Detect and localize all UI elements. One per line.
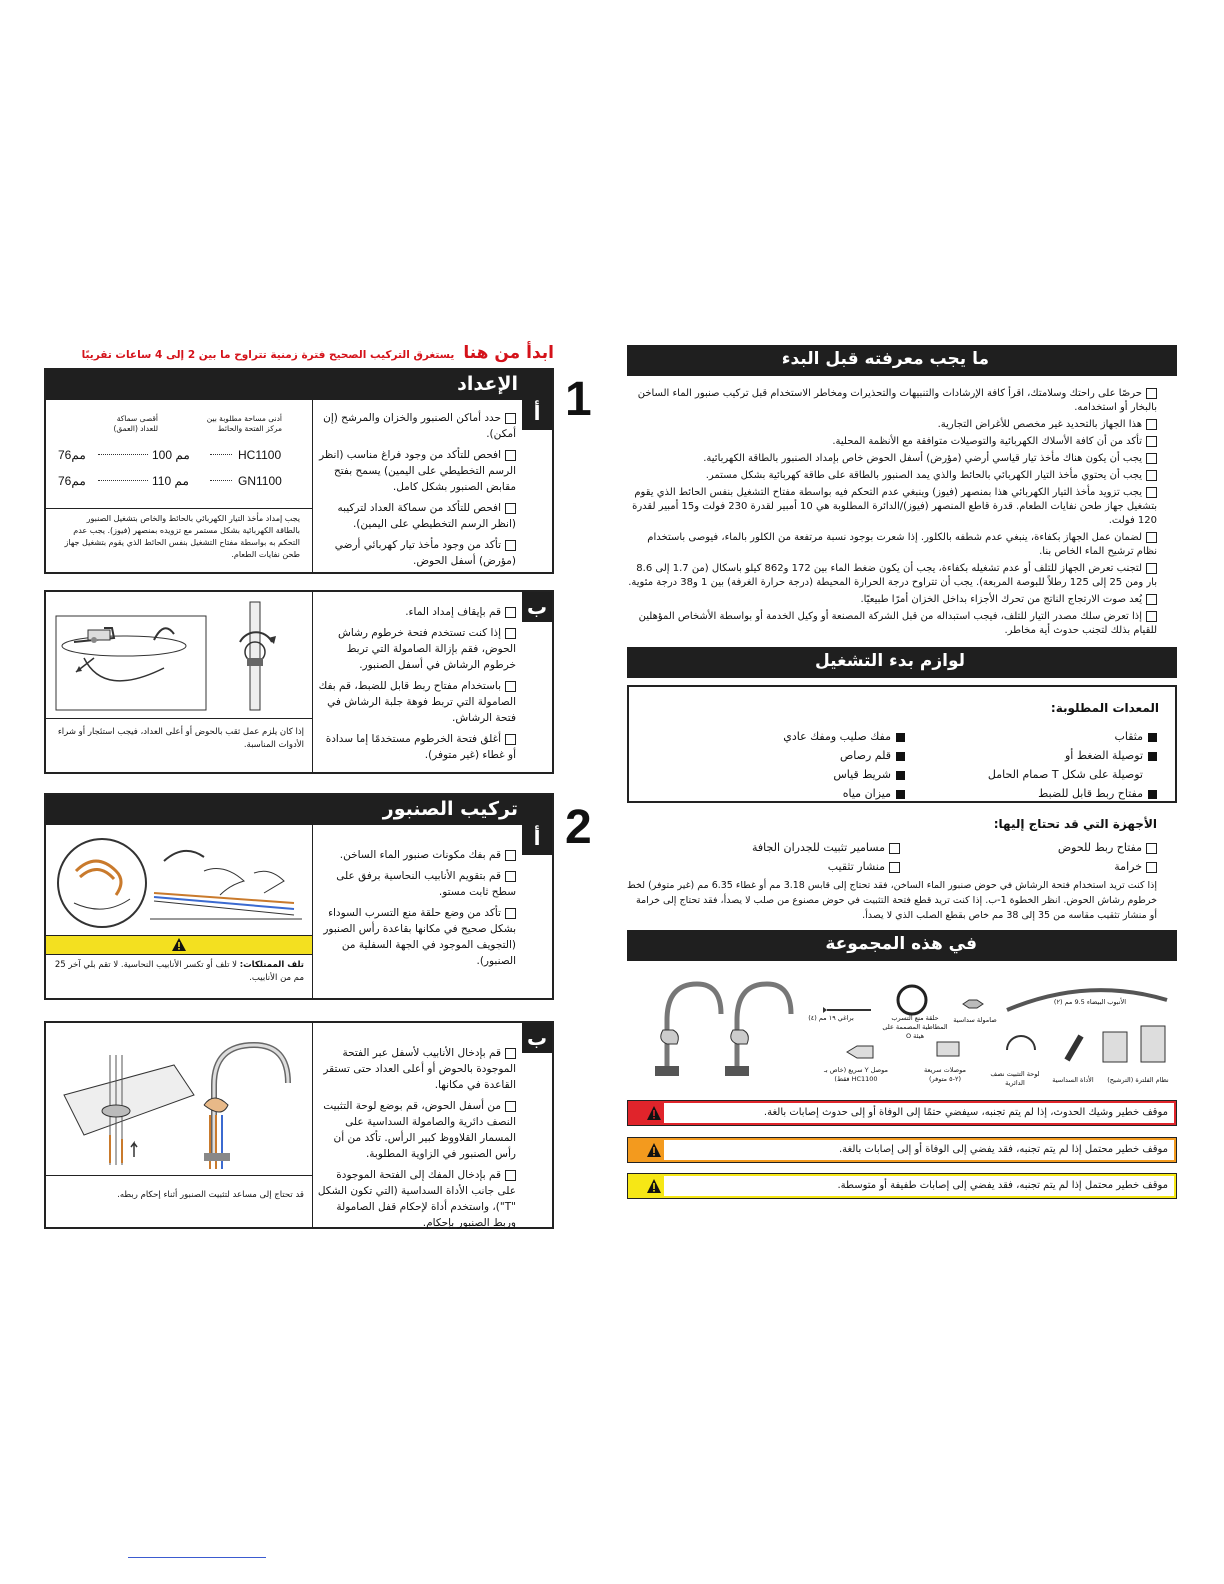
know-item[interactable]: يجب تزويد مأخذ التيار الكهربائي هذا بمنصهر (فيوز) وينبغي عدم التحكم فيه بواسطة مفتاح التشغيل بنفس الحائط الذي يقوم بتشغيل جهاز طحن نفايات الطعام. قدرة قاطع المنصهر (فيوز)/الدائرة المطلوبة هي 10 أمبير لقدرة 230 فولت و15 أمبير لقدرة 120 فولت. — [632, 487, 1157, 526]
maybe-title: الأجهزة التي قد تحتاج إليها: — [993, 817, 1157, 831]
start-title: ابدأ من هنا — [463, 343, 554, 363]
checklist-item[interactable]: قم بإدخال المفك إلى الفتحة الموجودة على جانب الأداة السداسية (التي تكون الشكل "T")، واستخدم أداة لإحكام قفل الصامولة وربط الصنبور بإحكام. — [317, 1169, 516, 1229]
step2-b-checklist — [316, 1045, 516, 1236]
caution-bar — [46, 935, 312, 955]
list-item[interactable]: خرامة — [957, 857, 1157, 876]
list-item: مفك صليب ومفك عادي — [755, 727, 905, 746]
step1-title: الإعداد — [457, 373, 518, 395]
know-list — [627, 387, 1157, 641]
list-item[interactable]: مسامير تثبيت للجدران الجافة — [700, 838, 900, 857]
required-left-list — [755, 727, 905, 803]
maybe-right-list — [957, 838, 1157, 876]
spec-row — [52, 470, 308, 498]
required-box — [627, 685, 1177, 803]
step1-a-checklist — [316, 410, 516, 574]
spec-thick: 76مم — [58, 474, 86, 488]
checkbox-icon[interactable] — [505, 540, 516, 551]
warning-warning — [627, 1137, 1177, 1163]
spec-space: 100 مم — [152, 448, 190, 462]
know-item[interactable]: يجب أن يحتوي مأخذ التيار الكهربائي بالحائط والذي يمد الصنبور بالطاقة على طاقة كهربائية بشكل مستمر. — [627, 469, 1157, 483]
step2-b-note: قد تحتاج إلى مساعد لتثبيت الصنبور أثناء إحكام ربطه. — [117, 1190, 304, 1200]
required-right-list — [957, 727, 1157, 803]
checkbox-icon[interactable] — [505, 450, 516, 461]
step1-title-bar — [46, 370, 552, 400]
checklist-item[interactable]: قم بإيقاف إمداد الماء. — [316, 604, 516, 620]
maybe-note: إذا كنت تريد استخدام فتحة الرشاش في حوض صنبور الماء الساخن، فقد تحتاج إلى قابس 3.18 مم أو غطاء 6.35 مم (غير متوفر) لخط خرطوم رشاش الحوض. انظر الخطوة 1-ب. إذا كنت تريد قطع فتحة التثبيت في حوض مصنوع من صلب لا يصدأ، فقد تحتاج إلى خرامة أو منشار تثقيب مقاسه من 35 إلى 38 مم خاص بقطع الصلب الذي لا يصدأ. — [627, 880, 1157, 921]
know-item[interactable]: لضمان عمل الجهاز بكفاءة، ينبغي عدم شطفه بالكلور. إذا شعرت بوجود نسبة مرتفعة من الكلور بالماء، فيوصى باستخدام نظام ترشيح الماء الخاص بنا. — [647, 532, 1157, 557]
checklist-item[interactable]: إذا كنت تستخدم فتحة خرطوم رشاش الحوض، فقم بإزالة الصامولة التي تربط خرطوم الرشاش في أسفل الصنبور. — [338, 627, 516, 671]
supplies-title-bar — [627, 647, 1177, 678]
start-heading — [44, 343, 554, 365]
know-item[interactable]: يجب أن يكون هناك مأخذ تيار قياسي أرضي (مؤرض) أسفل الحوض خاص بإمداد الصنبور بالطاقة الكهربائية. — [627, 452, 1157, 466]
checkbox-icon[interactable] — [1146, 611, 1157, 622]
caution-text: موقف خطير محتمل إذا لم يتم تجنبه، فقد يفضي إلى إصابات طفيفة أو متوسطة. — [664, 1176, 1174, 1196]
know-title: ما يجب معرفته قبل البدء — [781, 349, 989, 369]
step2-title: تركيب الصنبور — [382, 798, 518, 820]
caution-warning — [627, 1173, 1177, 1199]
kit-title: في هذه المجموعة — [825, 934, 977, 954]
list-item: قلم رصاص — [755, 746, 905, 765]
checkbox-icon[interactable] — [505, 850, 516, 861]
checkbox-icon[interactable] — [1146, 532, 1157, 543]
checklist-item[interactable]: افحص للتأكد من وجود فراغ مناسب (انظر الرسم التخطيطي على اليمين) يسمح بفتح مقابض الصنبور بشكل كامل. — [319, 449, 516, 493]
warning-triangle-icon — [646, 1178, 662, 1194]
spec-model: HC1100 — [238, 448, 282, 462]
checkbox-icon[interactable] — [1146, 419, 1157, 430]
warning-triangle-icon — [646, 1105, 662, 1121]
spec-row — [52, 442, 308, 470]
checklist-item[interactable]: قم بتقويم الأنابيب النحاسية برفق على سطح ثابت مستو. — [336, 870, 516, 898]
know-item[interactable]: تأكد من أن كافة الأسلاك الكهربائية والتوصيلات متوافقة مع الأنظمة المحلية. — [627, 435, 1157, 449]
step2-b-panel — [44, 1021, 554, 1229]
checkbox-icon[interactable] — [1146, 388, 1157, 399]
spec-head-thick: أقصى سماكة للعداد (العمق) — [113, 414, 158, 433]
list-item: شريط قياس — [755, 765, 905, 784]
checklist-item[interactable]: قم بفك مكونات صنبور الماء الساخن. — [316, 847, 516, 863]
checkbox-icon[interactable] — [505, 607, 516, 618]
step1-a-panel — [44, 368, 554, 574]
know-item[interactable]: يُعد صوت الارتجاج الناتج من تحرك الأجزاء بداخل الخزان أمرًا طبيعيًا. — [627, 593, 1157, 607]
warning-triangle-icon — [172, 938, 186, 951]
checkbox-icon[interactable] — [889, 843, 900, 854]
checkbox-icon[interactable] — [505, 871, 516, 882]
kit-part-label: الأنبوب البيضاء 9.5 مم (٢) — [1053, 998, 1127, 1006]
list-item: مفتاح ربط قابل للضبط — [957, 784, 1157, 803]
checklist-item[interactable]: تأكد من وضع حلقة منع التسرب السوداء بشكل صحيح في مكانها بقاعدة رأس الصنبور (التجويف الموجود في الجهة السفلية من الصنبور). — [323, 907, 516, 967]
kit-part-label: براغي ١٩ مم (٤) — [808, 1014, 854, 1022]
checkbox-icon[interactable] — [1146, 862, 1157, 873]
property-damage-label: تلف الممتلكات: — [239, 960, 304, 970]
list-item: توصيلة على شكل T صمام الحامل — [987, 768, 1143, 781]
kit-part-label: صامولة سداسية — [953, 1016, 997, 1024]
kit-part-label: حلقة منع التسرب المطاطية المصممة على هيئة O — [882, 1014, 948, 1040]
kit-part-label: الأداة السداسية — [1052, 1076, 1094, 1084]
spec-head-space: أدنى مساحة مطلوبة بين مركز الفتحة والحائط — [206, 414, 282, 433]
checklist-item[interactable]: قم بإدخال الأنابيب لأسفل عبر الفتحة الموجودة بالحوض أو أعلى العداد حتى تستقر القاعدة في مكانها. — [323, 1047, 516, 1091]
know-title-bar — [627, 345, 1177, 376]
step1-b-checklist — [316, 604, 516, 768]
step2-title-bar — [46, 795, 552, 825]
step2-a-letter: أ — [522, 823, 552, 855]
list-item[interactable]: مفتاح ربط للحوض — [957, 838, 1157, 857]
step2-a-checklist — [316, 847, 516, 974]
danger-text: موقف خطير وشيك الحدوث، إذا لم يتم تجنبه، سيفضي حتمًا إلى الوفاة أو إلى حدوث إصابات بالغة. — [664, 1103, 1174, 1123]
tubing-straighten-illustration — [54, 831, 308, 931]
sink-sprayer-illustration — [54, 598, 308, 714]
checkbox-icon[interactable] — [505, 628, 516, 639]
checkbox-icon[interactable] — [505, 1048, 516, 1059]
know-item[interactable]: لتجنب تعرض الجهاز للتلف أو عدم تشغيله بكفاءة، يجب أن يكون ضغط الماء بين 172 و862 كيلو باسكال (من 1.7 إلى 8.6 بار ومن 25 إلى 125 رطلاً للبوصة المربعة). يجب أن تتراوح درجة الحرارة المحيطة (درجة حرارة الغرفة) بين 1 و38 درجة مئوية. — [628, 563, 1157, 588]
warning-triangle-icon — [646, 1142, 662, 1158]
checklist-item[interactable]: أغلق فتحة الخرطوم مستخدمًا إما سدادة أو غطاء (غير متوفر). — [325, 733, 516, 761]
footnote-rule — [128, 1557, 266, 1558]
checkbox-icon[interactable] — [505, 734, 516, 745]
checkbox-icon[interactable] — [1146, 436, 1157, 447]
list-item: ميزان مياه — [755, 784, 905, 803]
kit-part-label: لوحة التثبيت نصف الدائرية — [990, 1070, 1040, 1087]
supplies-title: لوازم بدء التشغيل — [814, 651, 965, 671]
checklist-item[interactable]: باستخدام مفتاح ربط قابل للضبط، قم بفك الصامولة التي تربط فوهة جلبة الرشاش في فتحة الرشاش. — [318, 680, 516, 724]
start-subtitle: يستغرق التركيب الصحيح فترة زمنية تتراوح ما بين 2 إلى 4 ساعات تقريبًا — [81, 349, 455, 361]
spec-model: GN1100 — [238, 474, 282, 488]
know-item[interactable]: حرصًا على راحتك وسلامتك، اقرأ كافة الإرشادات والتنبيهات والتحذيرات ومخاطر الاستخدام قبل تركيب صنبور الماء الساخن بالبخار أو استخدامه. — [637, 388, 1157, 413]
property-damage-text: لا تلف أو تكسر الأنابيب النحاسية. لا تقم بلي آخر 25 مم من الأنابيب. — [54, 960, 304, 983]
list-item[interactable]: منشار تثقيب — [700, 857, 900, 876]
property-damage-note — [54, 959, 304, 985]
checkbox-icon[interactable] — [1146, 563, 1157, 574]
danger-warning — [627, 1100, 1177, 1126]
step1-a-letter: أ — [522, 398, 552, 430]
step1-number: 1 — [565, 373, 592, 426]
know-item[interactable]: هذا الجهاز بالتحديد غير مخصص للأغراض التجارية. — [627, 418, 1157, 432]
list-item: مثقاب — [957, 727, 1157, 746]
list-item: توصيلة الضغط أو — [957, 746, 1157, 765]
step1-b-note: إذا كان يلزم عمل ثقب بالحوض أو أعلى العداد، فيجب استئجار أو شراء الأدوات المناسبة. — [57, 727, 304, 750]
required-title: المعدات المطلوبة: — [1050, 701, 1159, 715]
checklist-item[interactable]: افحص للتأكد من سماكة العداد لتركيبه (انظر الرسم التخطيطي على اليمين). — [337, 502, 516, 530]
step1-b-panel — [44, 590, 554, 774]
kit-part-label: موصل Y سريع (خاص بـ HC1100 فقط) — [824, 1066, 888, 1083]
spec-space: 110 مم — [152, 474, 189, 488]
checkbox-icon[interactable] — [1146, 470, 1157, 481]
spec-thick: 76مم — [58, 448, 86, 462]
checkbox-icon[interactable] — [505, 908, 516, 919]
step1-b-letter: ب — [522, 592, 552, 622]
checklist-item[interactable]: حدد أماكن الصنبور والخزان والمرشح (إن أمكن). — [323, 412, 516, 440]
checkbox-icon[interactable] — [1146, 843, 1157, 854]
checkbox-icon[interactable] — [505, 1170, 516, 1181]
checklist-item[interactable]: من أسفل الحوض، قم بوضع لوحة التثبيت النصف دائرية والصامولة السداسية على المسمار القلاووظ كبير الرأس. تأكد من أن رأس الصنبور في الزاوية المطلوبة. — [323, 1100, 516, 1160]
checkbox-icon[interactable] — [505, 1101, 516, 1112]
checklist-item[interactable]: تأكد من وجود مأخذ تيار كهربائي أرضي (مؤرض) أسفل الحوض. — [334, 539, 516, 567]
step2-number: 2 — [565, 801, 592, 854]
step1-a-note: يجب إمداد مأخذ التيار الكهربائي بالحائط والخاص بتشغيل الصنبور بالطاقة الكهربائية بشكل مستمر مع تزويده بمنصهر (فيوز). يجب عدم التحكم به بواسطة مفتاح التشغيل بنفس الحائط الذي يقوم بتشغيل جهاز طحن نفايات الطعام. — [64, 514, 300, 559]
checkbox-icon[interactable] — [889, 862, 900, 873]
checkbox-icon[interactable] — [505, 681, 516, 692]
kit-part-label: موصلات سريعة (٢-٥ متوفر) — [924, 1066, 966, 1083]
checkbox-icon[interactable] — [1146, 453, 1157, 464]
know-item[interactable]: إذا تعرض سلك مصدر التيار للتلف، فيجب استبداله من قبل الشركة المصنعة أو وكيل الخدمة أو بواسطة الأشخاص المؤهلين للقيام بذلك لتجنب حدوث أية مخاطر. — [638, 611, 1157, 636]
spec-table — [52, 410, 308, 498]
faucet-mount-illustration — [54, 1035, 308, 1175]
step2-b-letter: ب — [522, 1023, 552, 1053]
checkbox-icon[interactable] — [1146, 487, 1157, 498]
kit-title-bar — [627, 930, 1177, 961]
checkbox-icon[interactable] — [505, 503, 516, 514]
warning-text: موقف خطير محتمل إذا لم يتم تجنبه، فقد يفضي إلى الوفاة أو إلى إصابات بالغة. — [664, 1140, 1174, 1160]
checkbox-icon[interactable] — [505, 413, 516, 424]
maybe-left-list — [700, 838, 900, 876]
step2-a-panel — [44, 793, 554, 1000]
kit-part-label: نظام الفلترة (الترشيح) — [1107, 1076, 1169, 1084]
checkbox-icon[interactable] — [1146, 594, 1157, 605]
